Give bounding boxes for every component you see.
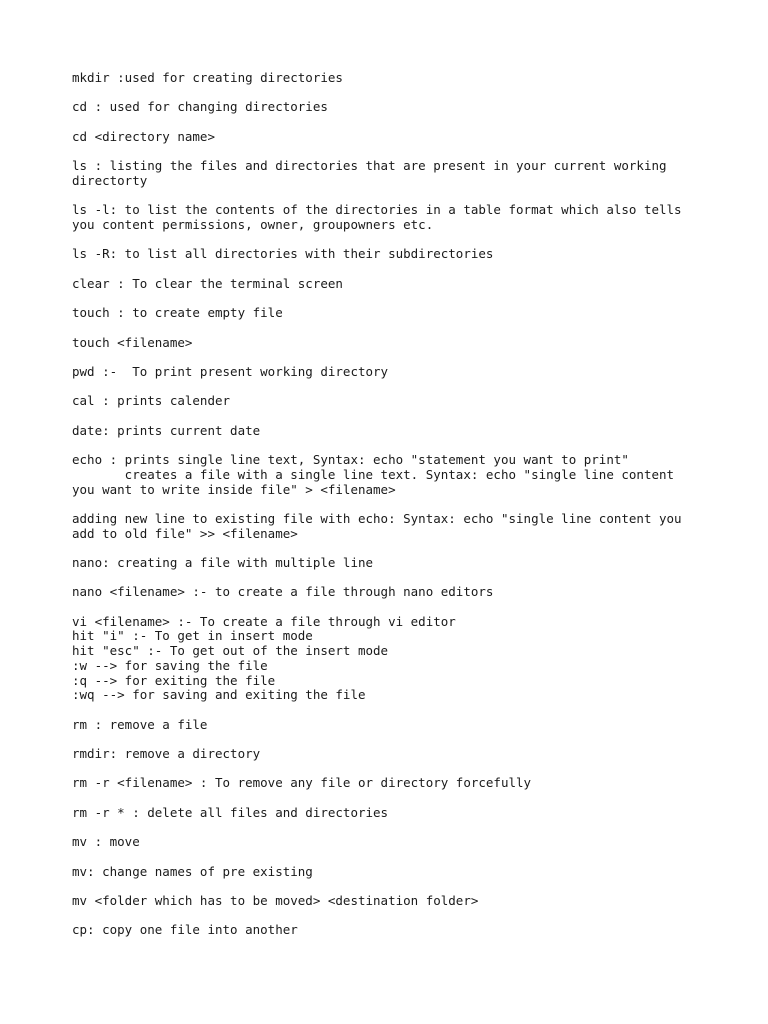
text-line: mv : move — [72, 834, 140, 850]
paragraph — [72, 277, 732, 292]
text-line: :w --> for saving the file — [72, 657, 268, 673]
paragraph — [72, 247, 732, 262]
text-line: cd <directory name> — [72, 128, 215, 144]
paragraph — [72, 806, 732, 821]
text-line: you content permissions, owner, groupowners etc. — [72, 216, 434, 232]
text-line: cd : used for changing directories — [72, 99, 328, 115]
text-line: mkdir :used for creating directories — [72, 70, 343, 85]
paragraph — [72, 336, 732, 351]
text-line: :wq --> for saving and exiting the file — [72, 687, 366, 703]
text-line: ls : listing the files and directories that are present in your current working — [72, 158, 667, 174]
text-line: mv: change names of pre existing — [72, 863, 313, 879]
paragraph — [72, 203, 732, 232]
text-line: creates a file with a single line text. Syntax: echo "single line content — [72, 466, 675, 482]
text-line: mv <folder which has to be moved> <destination folder> — [72, 893, 479, 909]
text-line: nano: creating a file with multiple line — [72, 554, 374, 570]
text-line: rm -r <filename> : To remove any file or directory forcefully — [72, 775, 532, 791]
text-line: clear : To clear the terminal screen — [72, 275, 343, 291]
text-line: rm : remove a file — [72, 716, 208, 732]
text-line: cal : prints calender — [72, 393, 231, 409]
paragraph — [72, 776, 732, 791]
text-line: touch : to create empty file — [72, 305, 283, 321]
paragraph — [72, 100, 732, 115]
text-line: pwd :- To print present working directory — [72, 363, 389, 379]
document-page — [72, 71, 732, 953]
text-line: vi <filename> :- To create a file through vi editor — [72, 613, 456, 629]
text-line: date: prints current date — [72, 422, 261, 438]
paragraph — [72, 556, 732, 571]
paragraph — [72, 923, 732, 938]
paragraph — [72, 747, 732, 762]
text-line: rm -r * : delete all files and directories — [72, 804, 389, 820]
text-line: ls -l: to list the contents of the directories in a table format which also tells — [72, 202, 682, 218]
text-line: you want to write inside file" > <filename> — [72, 481, 396, 497]
paragraph — [72, 835, 732, 850]
paragraph — [72, 512, 732, 541]
paragraph — [72, 159, 732, 188]
text-line: :q --> for exiting the file — [72, 672, 276, 688]
paragraph — [72, 453, 732, 497]
paragraph — [72, 615, 732, 703]
text-line: add to old file" >> <filename> — [72, 525, 298, 541]
paragraph — [72, 718, 732, 733]
paragraph — [72, 365, 732, 380]
text-line: ls -R: to list all directories with their subdirectories — [72, 246, 494, 262]
text-line: touch <filename> — [72, 334, 193, 350]
text-line: directorty — [72, 172, 148, 188]
paragraph — [72, 585, 732, 600]
text-line: hit "esc" :- To get out of the insert mode — [72, 643, 389, 659]
text-line: rmdir: remove a directory — [72, 746, 261, 762]
paragraph — [72, 130, 732, 145]
paragraph — [72, 306, 732, 321]
paragraph — [72, 424, 732, 439]
text-line: adding new line to existing file with echo: Syntax: echo "single line content you — [72, 510, 682, 526]
text-line: cp: copy one file into another — [72, 922, 298, 938]
paragraph — [72, 394, 732, 409]
paragraph — [72, 865, 732, 880]
paragraph — [72, 71, 732, 86]
text-line: hit "i" :- To get in insert mode — [72, 628, 313, 644]
paragraph — [72, 894, 732, 909]
text-line: echo : prints single line text, Syntax: echo "statement you want to print" — [72, 452, 629, 468]
text-line: nano <filename> :- to create a file through nano editors — [72, 584, 494, 600]
